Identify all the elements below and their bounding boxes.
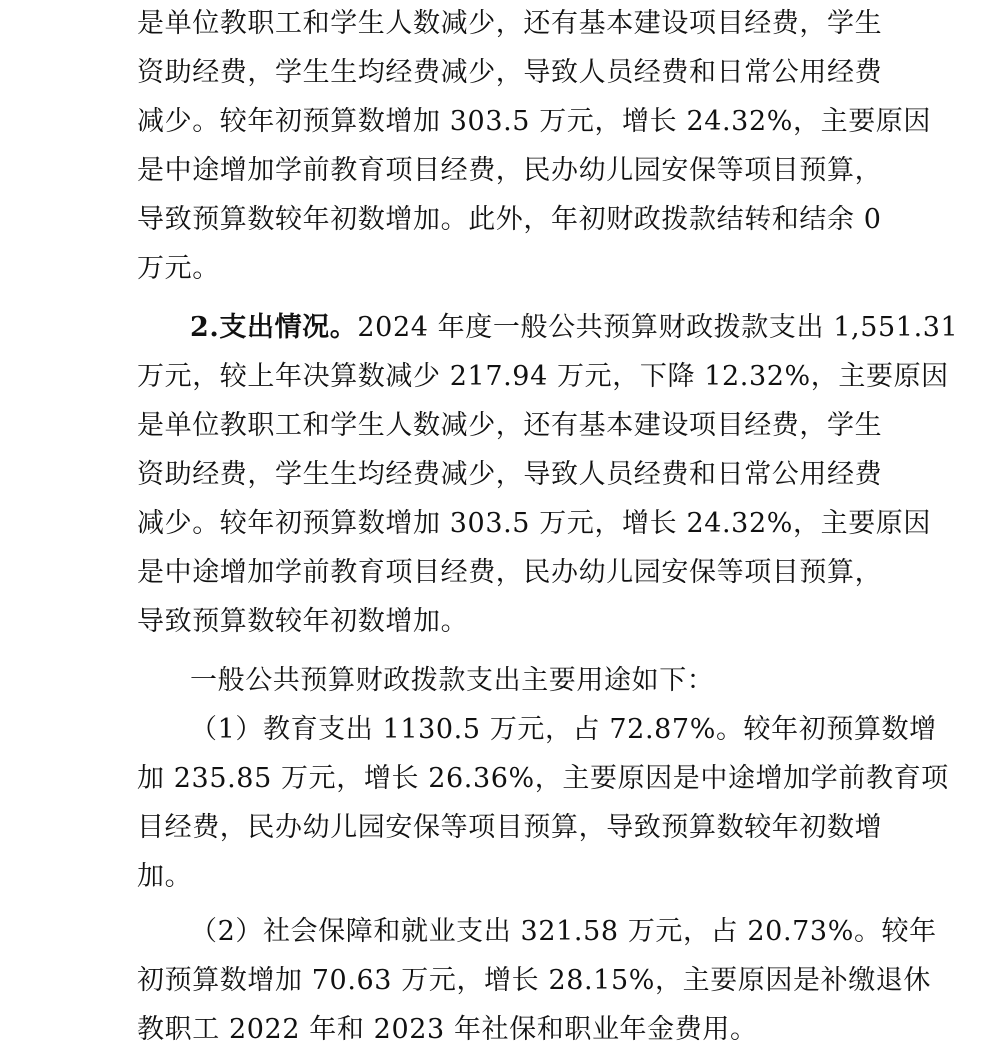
- text-line: 资助经费，学生生均经费减少，导致人员经费和日常公用经费: [137, 459, 883, 490]
- item2-line: 初预算数增加 70.63 万元，增长 28.15%，主要原因是补缴退休: [137, 965, 931, 996]
- text-line: 减少。较年初预算数增加 303.5 万元，增长 24.32%，主要原因: [137, 106, 931, 137]
- section-heading-line: [190, 310, 959, 346]
- text-line: 导致预算数较年初数增加。此外，年初财政拨款结转和结余 0: [137, 204, 882, 235]
- uses-intro: 一般公共预算财政拨款支出主要用途如下：: [190, 665, 715, 696]
- section-text: 2024 年度一般公共预算财政拨款支出 1,551.31: [357, 312, 959, 343]
- item1-line: 加 235.85 万元，增长 26.36%，主要原因是中途增加学前教育项: [137, 763, 949, 794]
- text-line: 资助经费，学生生均经费减少，导致人员经费和日常公用经费: [137, 57, 883, 88]
- section-heading: 2.支出情况。: [190, 312, 358, 343]
- item1-line: （1）教育支出 1130.5 万元，占 72.87%。较年初预算数增: [190, 714, 937, 745]
- text-line: 减少。较年初预算数增加 303.5 万元，增长 24.32%，主要原因: [137, 508, 931, 539]
- text-line: 导致预算数较年初数增加。: [137, 606, 469, 637]
- text-line: 是单位教职工和学生人数减少，还有基本建设项目经费，学生: [137, 8, 883, 39]
- item2-line: 教职工 2022 年和 2023 年社保和职业年金费用。: [137, 1014, 758, 1045]
- item1-line: 目经费，民办幼儿园安保等项目预算，导致预算数较年初数增: [137, 812, 883, 843]
- text-line: 万元，较上年决算数减少 217.94 万元，下降 12.32%，主要原因: [137, 361, 949, 392]
- text-line: 是中途增加学前教育项目经费，民办幼儿园安保等项目预算，: [137, 557, 883, 588]
- item2-line: （2）社会保障和就业支出 321.58 万元，占 20.73%。较年: [190, 916, 937, 947]
- text-line: 是中途增加学前教育项目经费，民办幼儿园安保等项目预算，: [137, 155, 883, 186]
- text-line: 万元。: [137, 253, 220, 284]
- item1-line: 加。: [137, 861, 193, 892]
- text-line: 是单位教职工和学生人数减少，还有基本建设项目经费，学生: [137, 410, 883, 441]
